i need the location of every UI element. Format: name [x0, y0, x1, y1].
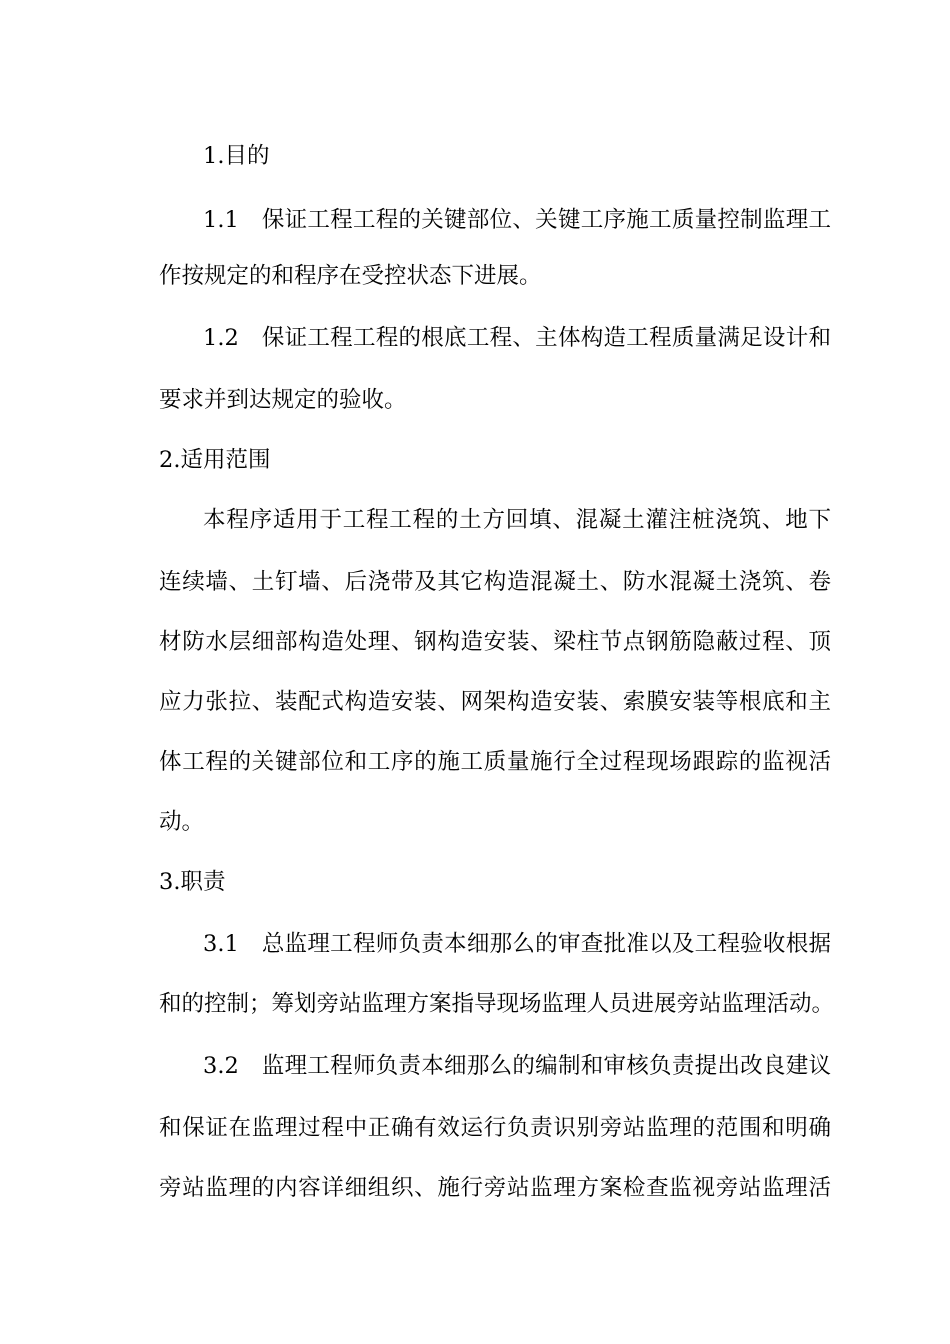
paragraph-line: 和保证在监理过程中正确有效运行负责识别旁站监理的范围和明确 — [159, 1115, 831, 1141]
paragraph-line: 3.2 监理工程师负责本细那么的编制和审核负责提出改良建议 — [203, 1053, 831, 1079]
paragraph-line: 3.1 总监理工程师负责本细那么的审查批准以及工程验收根据 — [203, 931, 831, 957]
paragraph-line: 1.2 保证工程工程的根底工程、主体构造工程质量满足设计和 — [203, 325, 831, 351]
heading-scope: 2.适用范围 — [159, 447, 271, 473]
paragraph-line: 作按规定的和程序在受控状态下进展。 — [159, 263, 542, 289]
paragraph-line: 1.1 保证工程工程的关键部位、关键工序施工质量控制监理工 — [203, 207, 831, 233]
paragraph-line: 连续墙、土钉墙、后浇带及其它构造混凝土、防水混凝土浇筑、卷 — [159, 569, 831, 595]
heading-purpose: 1.目的 — [203, 143, 270, 169]
paragraph-line: 动。 — [159, 809, 205, 835]
paragraph-line: 材防水层细部构造处理、钢构造安装、梁柱节点钢筋隐蔽过程、顶 — [159, 629, 831, 655]
paragraph-line: 和的控制；筹划旁站监理方案指导现场监理人员进展旁站监理活动。 — [159, 991, 835, 1017]
paragraph-line: 体工程的关键部位和工序的施工质量施行全过程现场跟踪的监视活 — [159, 749, 831, 775]
paragraph-line: 本程序适用于工程工程的土方回填、混凝土灌注桩浇筑、地下 — [203, 507, 831, 533]
heading-responsibilities: 3.职责 — [159, 869, 226, 895]
paragraph-line: 要求并到达规定的验收。 — [159, 387, 407, 413]
paragraph-line: 旁站监理的内容详细组织、施行旁站监理方案检查监视旁站监理活 — [159, 1175, 831, 1201]
paragraph-line: 应力张拉、装配式构造安装、网架构造安装、索膜安装等根底和主 — [159, 689, 831, 715]
